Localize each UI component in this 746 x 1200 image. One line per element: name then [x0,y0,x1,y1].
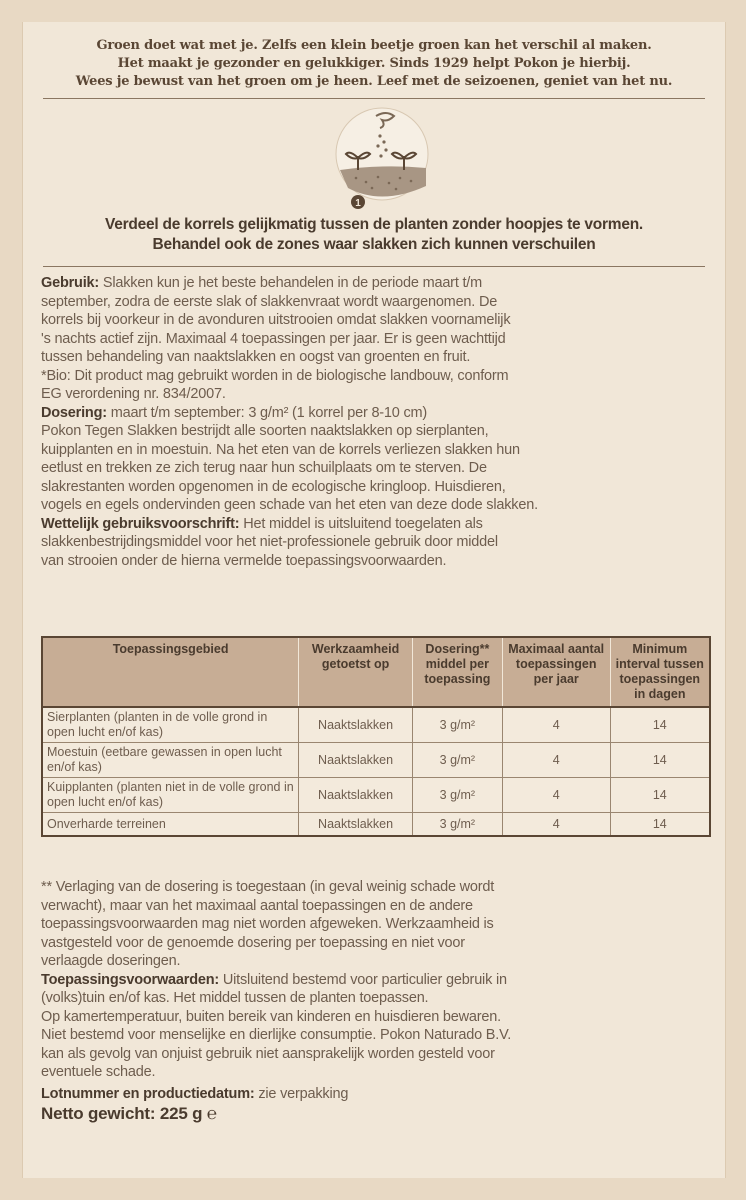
table-row [42,778,710,813]
notes-section [41,878,713,1124]
table-header: Toepassingsgebied [42,637,299,707]
netto-label: Netto gewicht: [41,1104,156,1123]
text-line: toepassingsvoorwaarden mag niet worden afgeweken. Werkzaamheid is [41,916,494,932]
table-cell: 4 [502,813,610,837]
table-cell: Moestuin (eetbare gewassen in open lucht en/of kas) [42,743,299,778]
table-header: Werkzaamheid getoetst op [299,637,413,707]
table-cell: Naaktslakken [299,778,413,813]
table-header: Maximaal aantal toepassingen per jaar [502,637,610,707]
text-line: 's nachts actief zijn. Maximaal 4 toepassingen per jaar. Er is geen wachttijd [41,330,506,347]
table-cell: 3 g/m² [412,813,502,837]
table-row [42,743,710,778]
text-line: Slakken kun je het beste behandelen in de periode maart t/m [99,275,483,291]
table-cell: 3 g/m² [412,743,502,778]
divider [43,98,705,99]
sprinkle-granules-illustration [326,106,430,210]
lotnummer-line [41,1085,713,1104]
table-cell: 4 [502,743,610,778]
voorwaarden-paragraph [41,971,713,990]
text-line: vogels en egels ondervinden geen schade van het eten van deze dode slakken. [41,497,538,513]
brand-tagline [53,37,695,91]
table-row [42,707,710,743]
gebruik-label: Gebruik: [41,275,100,291]
text-line: Pokon Tegen Slakken bestrijdt alle soorten naaktslakken op sierplanten, [41,423,489,439]
dosering-paragraph [41,404,713,423]
text-line: ** Verlaging van de dosering is toegestaan (in geval weinig schade wordt [41,879,495,895]
text-line: Niet bestemd voor menselijke en dierlijke consumptie. Pokon Naturado B.V. [41,1027,512,1043]
lotnummer-label: Lotnummer en productiedatum: [41,1085,255,1102]
text-line: eventuele schade. [41,1064,156,1080]
table-cell: Sierplanten (planten in de volle grond in open lucht en/of kas) [42,707,299,743]
caption-line: Verdeel de korrels gelijkmatig tussen de planten zonder hoopjes te vormen. [105,216,643,233]
tagline-line: Groen doet wat met je. Zelfs een klein beetje groen kan het verschil al maken. [96,38,652,53]
table-header: Minimum interval tussen toepassingen in dagen [610,637,710,707]
table-header-row [42,637,710,707]
text-line: kuipplanten en in moestuin. Na het eten van de korrels verliezen slakken hun [41,441,520,458]
step-number: 1 [355,198,361,209]
caption-line: Behandel ook de zones waar slakken zich kunnen verschuilen [152,236,596,253]
text-line: korrels bij voorkeur in de avonduren uitstrooien omdat slakken voornamelijk [41,312,511,328]
text-line: (volks)tuin en/of kas. Het middel tussen de planten toepassen. [41,990,429,1006]
label-panel [22,22,726,1178]
wettelijk-paragraph [41,515,713,534]
wettelijk-label: Wettelijk gebruiksvoorschrift: [41,515,240,532]
tagline-line: Het maakt je gezonder en gelukkiger. Sinds 1929 helpt Pokon je hierbij. [117,56,631,71]
dosering-label: Dosering: [41,404,107,421]
text-line: verwacht), maar van het maximaal aantal toepassingen en de andere [41,897,473,914]
text-line: maart t/m september: 3 g/m² (1 korrel per 8-10 cm) [106,404,428,421]
table-cell: 3 g/m² [412,707,502,743]
voorwaarden-label: Toepassingsvoorwaarden: [41,971,220,988]
divider [43,266,705,267]
table-cell: 14 [610,813,710,837]
table-cell: Naaktslakken [299,707,413,743]
text-line: slakrestanten worden opgenomen in de ecologische kringloop. Huisdieren, [41,478,506,495]
text-line: Op kamertemperatuur, buiten bereik van kinderen en huisdieren bewaren. [41,1008,501,1025]
table-cell: 4 [502,707,610,743]
step-caption [33,215,715,255]
table-cell: 3 g/m² [412,778,502,813]
text-line: zie verpakking [254,1085,349,1102]
table-cell: Naaktslakken [299,743,413,778]
table-cell: 14 [610,778,710,813]
text-line: kan als gevolg van onjuist gebruik niet aansprakelijk worden gesteld voor [41,1045,495,1062]
table-cell: Onverharde terreinen [42,813,299,837]
application-table [41,636,711,837]
table-cell: Naaktslakken [299,813,413,837]
table-cell: Kuipplanten (planten niet in de volle grond in open lucht en/of kas) [42,778,299,813]
text-line: vastgesteld voor de genoemde dosering per toepassing en niet voor [41,934,465,951]
netto-value: 225 g ℮ [155,1104,217,1123]
table-header: Dosering** middel per toepassing [412,637,502,707]
table-cell: 14 [610,743,710,778]
text-line: tussen behandeling van naaktslakken en oogst van groenten en fruit. [41,349,471,365]
table-cell: 4 [502,778,610,813]
table-cell: 14 [610,707,710,743]
text-line: van strooien onder de hierna vermelde toepassingsvoorwaarden. [41,552,447,569]
netto-weight [41,1105,713,1124]
gebruik-paragraph [41,274,713,293]
text-line: Uitsluitend bestemd voor particulier gebruik in [219,971,507,988]
text-line: september, zodra de eerste slak of slakkenvraat wordt waargenomen. De [41,293,498,310]
text-line: slakkenbestrijdingsmiddel voor het niet-professionele gebruik door middel [41,534,498,550]
tagline-line: Wees je bewust van het groen om je heen. Leef met de seizoenen, geniet van het nu. [75,74,673,89]
text-line: Het middel is uitsluitend toegelaten als [239,515,483,532]
instructions-body [41,274,713,570]
text-line: eetlust en trekken ze zich terug naar hun schuilplaats om te sterven. De [41,460,487,476]
table-row [42,813,710,837]
text-line: *Bio: Dit product mag gebruikt worden in de biologische landbouw, conform [41,367,509,384]
text-line: verlaagde doseringen. [41,953,181,969]
text-line: EG verordening nr. 834/2007. [41,386,226,402]
